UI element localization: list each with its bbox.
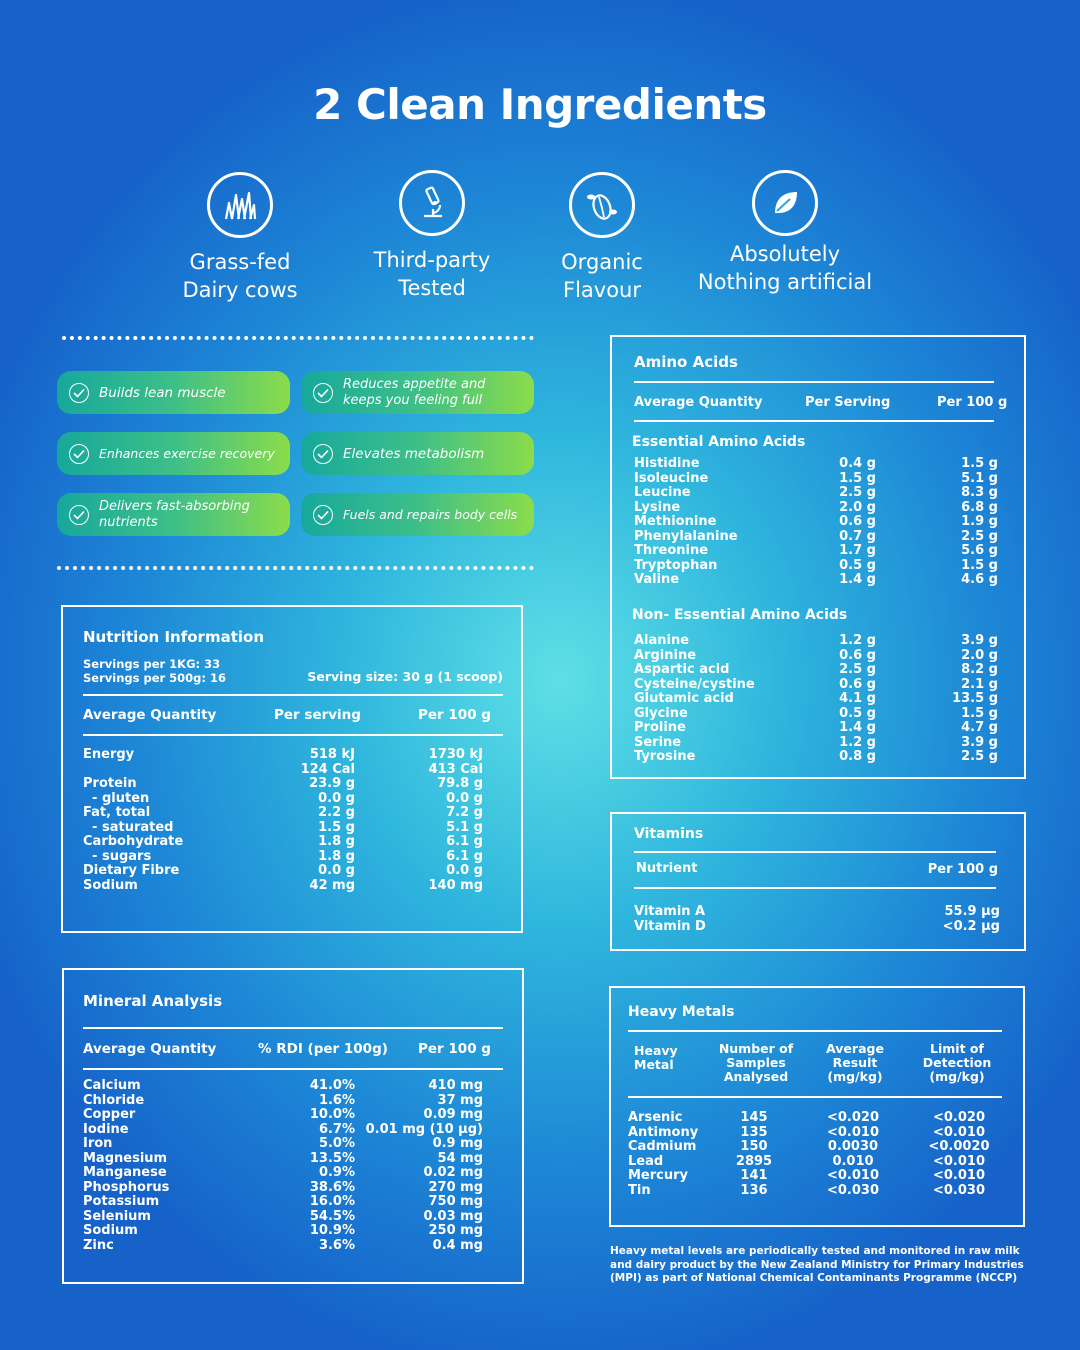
nutrition-header-100g: Per 100 g <box>418 707 491 723</box>
row-per-serving: 124 Cal <box>300 761 355 777</box>
microscope-icon <box>399 170 465 236</box>
row-label: Sodium <box>83 877 138 893</box>
metals-header-metal: Heavy Metal <box>634 1043 678 1072</box>
table-row <box>83 1166 483 1181</box>
benefit-pill <box>57 432 290 475</box>
grass-icon <box>207 172 273 238</box>
table-row <box>83 762 483 777</box>
divider <box>634 887 996 889</box>
row-per-100g: 4.7 g <box>961 720 998 735</box>
row-per-serving: 1.8 g <box>318 834 355 849</box>
row-per-100g: 0.03 mg <box>423 1208 483 1224</box>
vitamins-header-100g: Per 100 g <box>927 862 998 877</box>
row-limit: <0.010 <box>932 1168 985 1183</box>
row-label: Alanine <box>634 633 690 648</box>
table-row <box>634 678 998 693</box>
row-label: Serine <box>634 734 682 750</box>
row-per-100g: 410 mg <box>428 1078 483 1093</box>
row-per-100g: 0.9 mg <box>432 1136 483 1151</box>
row-average: <0.010 <box>826 1168 879 1183</box>
table-row <box>628 1126 1000 1141</box>
row-per-100g: 2.0 g <box>961 647 998 663</box>
row-per-serving: 2.2 g <box>318 805 355 820</box>
row-rdi: 10.0% <box>309 1107 355 1122</box>
row-rdi: 38.6% <box>309 1179 355 1195</box>
row-per-100g: 0.0 g <box>446 790 483 806</box>
table-row <box>634 486 998 501</box>
check-icon <box>69 505 89 525</box>
row-per-100g: 55.9 µg <box>944 904 1000 919</box>
row-per-100g: 0.09 mg <box>423 1107 483 1122</box>
row-average: <0.020 <box>826 1110 879 1125</box>
row-rdi: 0.9% <box>318 1165 355 1180</box>
table-row <box>634 663 998 678</box>
benefit-pill <box>301 432 534 475</box>
row-per-serving: 4.1 g <box>839 691 876 706</box>
row-label: - sugars <box>83 848 152 864</box>
table-row <box>634 544 998 559</box>
divider <box>628 1096 1002 1098</box>
row-limit: <0.010 <box>932 1153 985 1169</box>
row-per-serving: 42 mg <box>309 877 355 893</box>
row-metal: Antimony <box>628 1124 699 1140</box>
row-per-100g: 1.9 g <box>961 514 998 529</box>
row-per-100g: 1730 kJ <box>428 747 483 762</box>
row-per-100g: 1.5 g <box>961 705 998 721</box>
table-row <box>634 559 998 574</box>
metals-footnote: Heavy metal levels are periodically tested and monitored in raw milk and dairy product by the New Zealand Ministry for Primary Industries (MPI) as part of National Chemical Contaminants Programme (NCCP) <box>610 1245 1024 1284</box>
amino-header-serving: Per Serving <box>805 395 891 410</box>
row-per-serving: 2.0 g <box>839 499 876 515</box>
row-label: Proline <box>634 720 686 735</box>
row-per-serving: 1.8 g <box>318 848 355 864</box>
row-label: Lysine <box>634 499 681 515</box>
table-row <box>83 878 483 893</box>
serving-size: Serving size: 30 g (1 scoop) <box>307 669 503 684</box>
row-average: 0.0030 <box>827 1139 879 1154</box>
metals-header-limit: Limit of Detection (mg/kg) <box>922 1041 992 1084</box>
row-label: Isoleucine <box>634 470 709 486</box>
vitamins-header-nutrient: Nutrient <box>636 861 698 876</box>
row-per-serving: 23.9 g <box>309 776 355 791</box>
amino-header-quantity: Average Quantity <box>634 395 763 410</box>
divider <box>83 734 503 736</box>
row-rdi: 3.6% <box>318 1237 355 1253</box>
row-per-serving: 518 kJ <box>309 747 355 762</box>
divider <box>634 851 996 853</box>
row-label: Valine <box>634 572 680 587</box>
feature-third-party <box>350 170 514 302</box>
table-row <box>628 1184 1000 1199</box>
row-per-serving: 0.6 g <box>839 647 876 663</box>
row-label: Manganese <box>83 1165 167 1180</box>
row-per-100g: 1.5 g <box>961 456 998 471</box>
benefit-pill <box>57 493 290 536</box>
table-row <box>634 692 998 707</box>
row-per-serving: 0.5 g <box>839 557 876 573</box>
table-row <box>634 530 998 545</box>
table-row <box>83 820 483 835</box>
vitamins-title: Vitamins <box>634 826 704 842</box>
table-row <box>628 1155 1000 1170</box>
cacao-icon <box>569 172 635 238</box>
row-per-serving: 2.5 g <box>839 485 876 500</box>
benefit-pill <box>57 371 290 414</box>
row-per-serving: 0.0 g <box>318 863 355 878</box>
nutrition-header-quantity: Average Quantity <box>83 707 217 723</box>
row-rdi: 54.5% <box>309 1208 355 1224</box>
row-per-100g: 6.1 g <box>446 834 483 849</box>
table-row <box>634 457 998 472</box>
table-row <box>634 721 998 736</box>
table-row <box>83 1152 483 1167</box>
mineral-title: Mineral Analysis <box>83 992 223 1010</box>
row-per-serving: 1.4 g <box>839 720 876 735</box>
row-per-100g: 0.02 mg <box>423 1165 483 1180</box>
row-per-100g: 8.3 g <box>961 485 998 500</box>
divider <box>57 566 534 570</box>
row-rdi: 13.5% <box>309 1150 355 1166</box>
table-row <box>634 905 1000 920</box>
row-per-serving: 0.6 g <box>839 514 876 529</box>
nutrition-title: Nutrition Information <box>83 628 264 646</box>
table-row <box>83 863 483 878</box>
row-per-100g: 4.6 g <box>961 572 998 587</box>
row-label: Carbohydrate <box>83 834 184 849</box>
row-label <box>83 762 233 777</box>
check-icon <box>69 444 89 464</box>
row-per-100g: 37 mg <box>437 1092 483 1108</box>
benefit-text: Builds lean muscle <box>99 384 226 401</box>
row-per-100g: 5.6 g <box>961 543 998 558</box>
row-samples: 150 <box>740 1139 768 1154</box>
table-row <box>83 1181 483 1196</box>
row-per-100g: 5.1 g <box>961 470 998 486</box>
table-row <box>83 1079 483 1094</box>
table-row <box>634 501 998 516</box>
row-label: Calcium <box>83 1078 141 1093</box>
row-per-serving: 2.5 g <box>839 662 876 677</box>
row-samples: 145 <box>740 1110 768 1125</box>
row-per-100g: 0.01 mg (10 µg) <box>365 1121 483 1137</box>
row-average: 0.010 <box>832 1153 874 1169</box>
row-per-100g: 5.1 g <box>446 819 483 835</box>
table-row <box>634 649 998 664</box>
row-metal: Tin <box>628 1182 651 1198</box>
essential-title: Essential Amino Acids <box>632 434 806 450</box>
table-row <box>628 1111 1000 1126</box>
table-row <box>628 1140 1000 1155</box>
row-per-100g: 3.9 g <box>961 633 998 648</box>
mineral-header-100g: Per 100 g <box>418 1041 491 1057</box>
row-samples: 2895 <box>735 1153 773 1169</box>
row-label: Arginine <box>634 647 697 663</box>
row-per-serving: 1.7 g <box>839 543 876 558</box>
row-per-100g: <0.2 µg <box>942 918 1000 934</box>
benefit-text: Enhances exercise recovery <box>99 445 275 461</box>
table-row <box>634 472 998 487</box>
row-label: Vitamin A <box>634 904 706 919</box>
row-metal: Arsenic <box>628 1110 683 1125</box>
divider <box>634 420 994 422</box>
table-row <box>83 1210 483 1225</box>
row-average: <0.030 <box>826 1182 879 1198</box>
row-average: <0.010 <box>826 1124 879 1140</box>
metals-header-average: Average Result (mg/kg) <box>826 1041 884 1084</box>
table-row <box>83 747 483 762</box>
table-row <box>83 776 483 791</box>
row-label: Iodine <box>83 1121 129 1137</box>
row-per-serving: 0.4 g <box>839 456 876 471</box>
row-label: Cysteine/cystine <box>634 676 755 692</box>
row-per-100g: 2.5 g <box>961 528 998 544</box>
row-per-100g: 0.0 g <box>446 863 483 878</box>
row-per-100g: 6.1 g <box>446 848 483 864</box>
row-per-serving: 1.2 g <box>839 633 876 648</box>
row-limit: <0.020 <box>932 1110 985 1125</box>
divider <box>83 1068 503 1070</box>
row-per-100g: 270 mg <box>428 1179 483 1195</box>
row-per-serving: 0.7 g <box>839 528 876 544</box>
row-per-100g: 13.5 g <box>952 691 998 706</box>
feature-label: Organic Flavour <box>561 250 643 302</box>
benefit-text: Reduces appetite and keeps you feeling full <box>343 376 486 408</box>
table-row <box>634 634 998 649</box>
row-label: - gluten <box>83 790 150 806</box>
table-row <box>83 805 483 820</box>
benefit-text: Elevates metabolism <box>343 445 485 462</box>
divider <box>62 336 534 340</box>
benefit-text: Delivers fast-absorbing nutrients <box>99 498 250 530</box>
table-row <box>634 573 998 588</box>
row-label: Magnesium <box>83 1150 168 1166</box>
row-label: Leucine <box>634 485 691 500</box>
row-per-100g: 54 mg <box>437 1150 483 1166</box>
feature-grass-fed <box>158 172 322 304</box>
mineral-header-rdi: % RDI (per 100g) <box>258 1041 388 1057</box>
table-row <box>83 1137 483 1152</box>
row-label: Chloride <box>83 1092 145 1108</box>
row-label: Tyrosine <box>634 749 696 764</box>
row-per-serving: 1.5 g <box>839 470 876 486</box>
essential-table <box>634 457 998 588</box>
nutrition-table <box>83 747 483 892</box>
feature-label: Grass-fed Dairy cows <box>182 250 298 302</box>
table-row <box>634 750 998 765</box>
row-label: Sodium <box>83 1223 138 1238</box>
row-label: Copper <box>83 1107 136 1122</box>
row-rdi: 6.7% <box>318 1121 355 1137</box>
row-per-serving: 0.8 g <box>839 749 876 764</box>
row-samples: 135 <box>740 1124 768 1140</box>
benefit-pill <box>301 493 534 536</box>
mineral-table <box>83 1079 483 1253</box>
table-row <box>634 515 998 530</box>
table-row <box>83 849 483 864</box>
row-per-100g: 6.8 g <box>961 499 998 515</box>
vitamins-table <box>634 905 1000 934</box>
metals-header-samples: Number of Samples Analysed <box>718 1041 794 1084</box>
check-icon <box>313 444 333 464</box>
row-per-100g: 0.4 mg <box>432 1237 483 1253</box>
table-row <box>83 791 483 806</box>
row-per-100g: 2.5 g <box>961 749 998 764</box>
feature-label: Absolutely Nothing artificial <box>697 242 873 294</box>
row-per-100g: 8.2 g <box>961 662 998 677</box>
row-rdi: 10.9% <box>309 1223 355 1238</box>
row-label: Dietary Fibre <box>83 863 180 878</box>
table-row <box>634 920 1000 935</box>
row-label: Selenium <box>83 1208 151 1224</box>
check-icon <box>313 383 333 403</box>
row-rdi: 1.6% <box>318 1092 355 1108</box>
row-limit: <0.0020 <box>928 1139 990 1154</box>
row-label: Methionine <box>634 514 717 529</box>
nonessential-title: Non- Essential Amino Acids <box>632 607 848 623</box>
table-row <box>83 1094 483 1109</box>
row-per-100g: 140 mg <box>428 877 483 893</box>
row-per-100g: 3.9 g <box>961 734 998 750</box>
row-limit: <0.010 <box>932 1124 985 1140</box>
row-per-serving: 0.6 g <box>839 676 876 692</box>
feature-organic <box>520 172 684 304</box>
row-label: Iron <box>83 1136 113 1151</box>
row-per-100g: 1.5 g <box>961 557 998 573</box>
row-label: Glycine <box>634 705 688 721</box>
row-label: Zinc <box>83 1237 114 1253</box>
row-label: - saturated <box>83 819 174 835</box>
row-per-100g: 750 mg <box>428 1194 483 1209</box>
row-samples: 141 <box>740 1168 768 1183</box>
row-per-100g: 7.2 g <box>446 805 483 820</box>
row-label: Energy <box>83 747 135 762</box>
servings-500g: Servings per 500g: 16 <box>83 671 227 685</box>
row-limit: <0.030 <box>932 1182 985 1198</box>
row-rdi: 41.0% <box>309 1078 355 1093</box>
table-row <box>628 1169 1000 1184</box>
mineral-header-quantity: Average Quantity <box>83 1041 217 1057</box>
row-label: Aspartic acid <box>634 662 730 677</box>
divider <box>83 694 503 696</box>
nonessential-table <box>634 634 998 765</box>
page-title: 2 Clean Ingredients <box>313 80 767 129</box>
check-icon <box>313 505 333 525</box>
row-samples: 136 <box>740 1182 768 1198</box>
row-per-100g: 413 Cal <box>428 761 483 777</box>
table-row <box>83 834 483 849</box>
table-row <box>83 1108 483 1123</box>
table-row <box>83 1239 483 1254</box>
divider <box>83 1027 503 1029</box>
row-label: Glutamic acid <box>634 691 734 706</box>
servings-1kg: Servings per 1KG: 33 <box>83 657 221 671</box>
benefit-pill <box>301 371 534 414</box>
amino-header-100g: Per 100 g <box>937 395 1008 410</box>
amino-title: Amino Acids <box>634 353 738 371</box>
row-label: Vitamin D <box>634 918 706 934</box>
divider <box>634 381 994 383</box>
row-label: Fat, total <box>83 805 151 820</box>
row-per-serving: 0.0 g <box>318 790 355 806</box>
row-per-serving: 1.4 g <box>839 572 876 587</box>
row-per-100g: 2.1 g <box>961 676 998 692</box>
row-rdi: 5.0% <box>318 1136 355 1151</box>
row-metal: Lead <box>628 1153 664 1169</box>
row-metal: Mercury <box>628 1168 689 1183</box>
row-per-100g: 79.8 g <box>437 776 483 791</box>
table-row <box>83 1123 483 1138</box>
benefit-text: Fuels and repairs body cells <box>343 506 518 522</box>
row-per-serving: 1.5 g <box>318 819 355 835</box>
feature-label: Third-party Tested <box>373 248 491 300</box>
metals-title: Heavy Metals <box>628 1004 735 1020</box>
row-label: Phosphorus <box>83 1179 170 1195</box>
row-per-serving: 1.2 g <box>839 734 876 750</box>
feature-nothing-artificial <box>680 170 890 296</box>
row-per-serving: 0.5 g <box>839 705 876 721</box>
row-label: Potassium <box>83 1194 160 1209</box>
row-label: Threonine <box>634 543 709 558</box>
row-metal: Cadmium <box>628 1139 697 1154</box>
row-label: Phenylalanine <box>634 528 738 544</box>
table-row <box>83 1195 483 1210</box>
table-row <box>634 707 998 722</box>
row-label: Protein <box>83 776 137 791</box>
divider <box>628 1030 1002 1032</box>
nutrition-header-serving: Per serving <box>274 707 361 723</box>
check-icon <box>69 383 89 403</box>
row-label: Tryptophan <box>634 557 718 573</box>
row-per-100g: 250 mg <box>428 1223 483 1238</box>
table-row <box>634 736 998 751</box>
metals-table <box>628 1111 1000 1198</box>
row-rdi: 16.0% <box>309 1194 355 1209</box>
row-label: Histidine <box>634 456 700 471</box>
table-row <box>83 1224 483 1239</box>
leaf-icon <box>752 170 818 236</box>
